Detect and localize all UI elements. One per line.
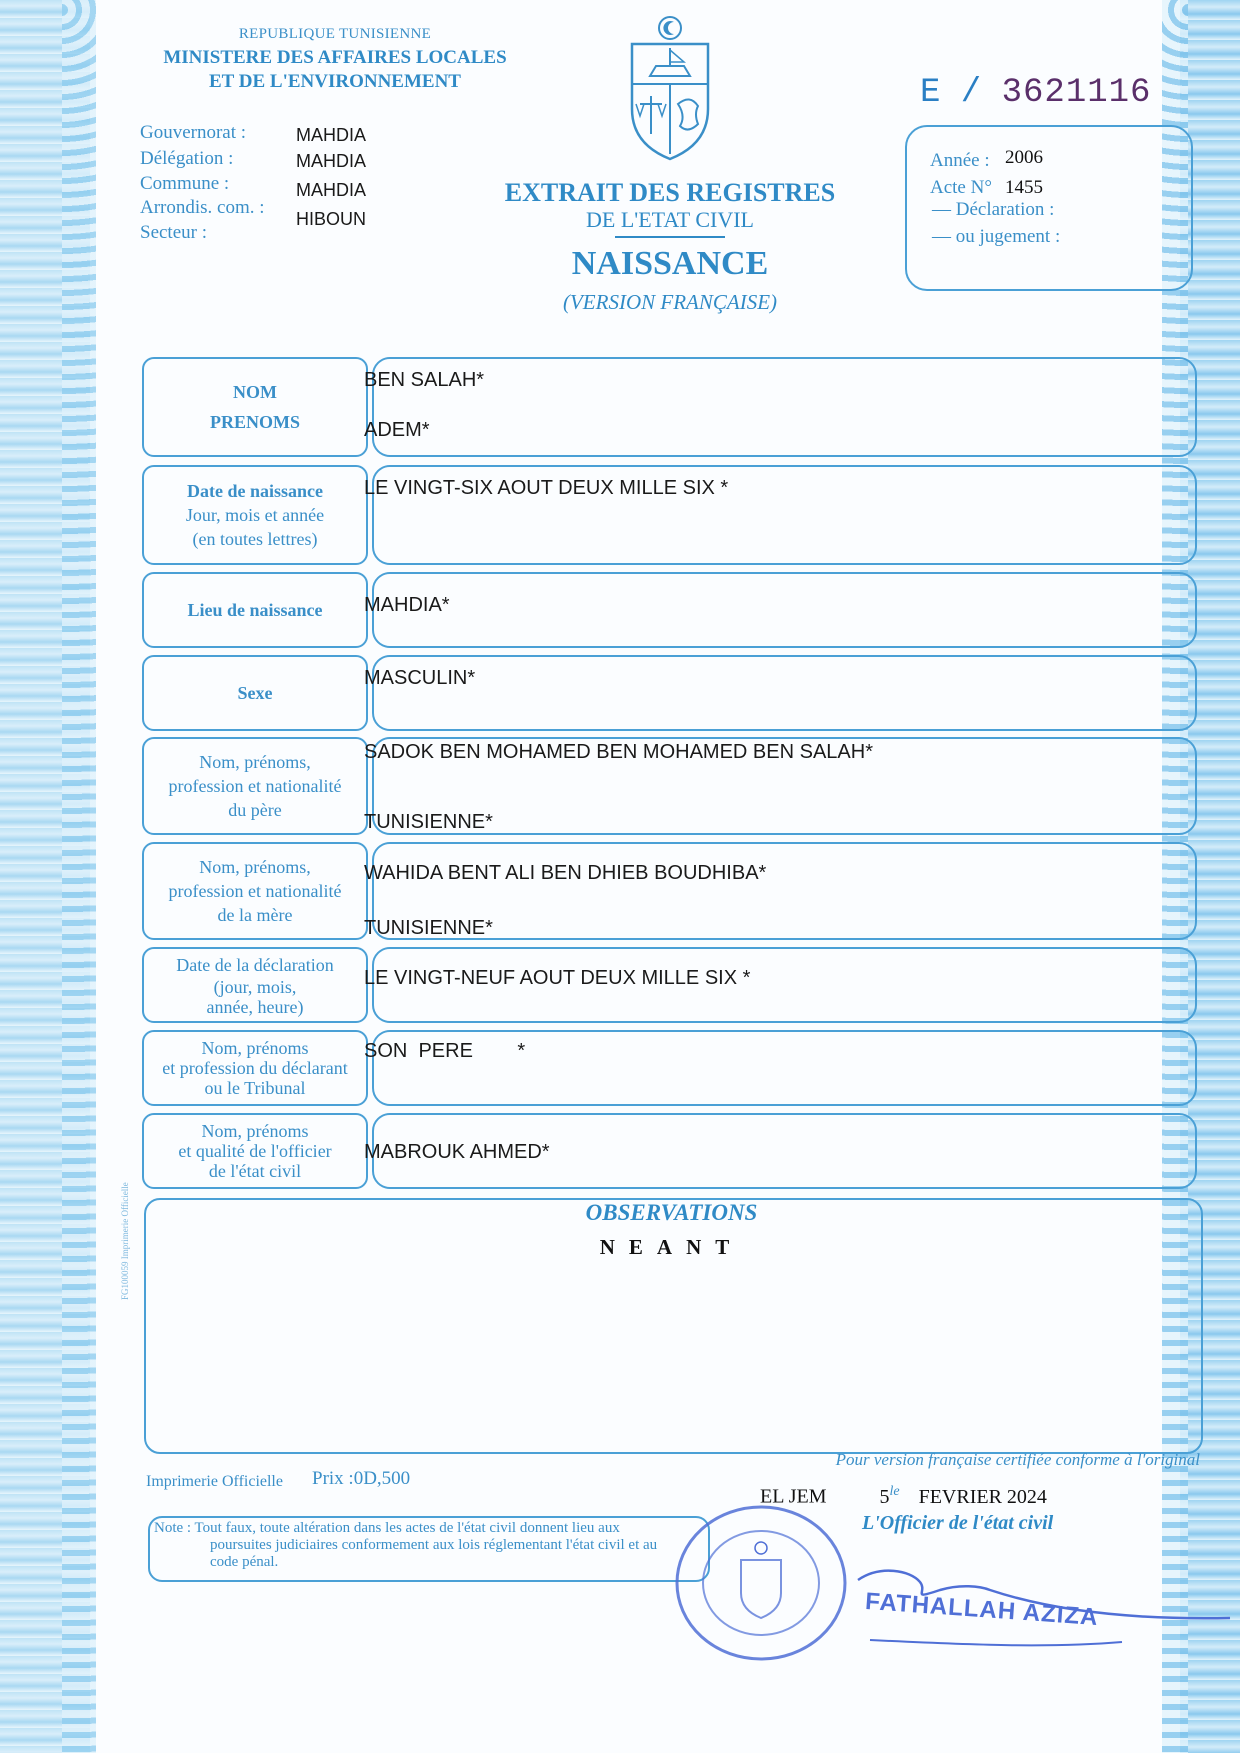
serial-value: 3621116 [1001,74,1152,112]
mother-name-value: WAHIDA BENT ALI BEN DHIEB BOUDHIBA* [364,862,767,884]
issue-place: EL JEM [760,1485,827,1508]
declaration-date-value: LE VINGT-NEUF AOUT DEUX MILLE SIX * [364,967,751,989]
act-number-label: Acte N° [930,177,992,198]
act-number-value: 1455 [1005,177,1043,198]
year-label: Année : [930,150,990,171]
sex-value-box [372,655,1197,731]
mother-label-line-3: de la mère [217,905,293,925]
official-stamp-icon [666,1498,856,1668]
row-name [142,357,1197,457]
surname-value: BEN SALAH* [364,369,485,391]
mother-label-line-2: profession et nationalité [168,881,342,901]
row-mother [142,842,1197,940]
birth-place-value: MAHDIA* [364,594,450,616]
declarant-label-line-2: et profession du déclarant [162,1058,348,1078]
row-declarant [142,1030,1197,1106]
governorate-value: MAHDIA [296,125,367,145]
observations-title: OBSERVATIONS [585,1200,758,1225]
legal-note-line-3: code pénal. [210,1554,279,1570]
first-names-label: PRENOMS [210,412,300,432]
father-name-value: SADOK BEN MOHAMED BEN MOHAMED BEN SALAH* [364,741,873,763]
mother-value-box [372,842,1197,940]
decorative-border-left-wave [62,0,96,1753]
declarant-label [142,1030,368,1106]
father-label-line-1: Nom, prénoms, [199,752,311,772]
officer-label-line-3: de l'état civil [208,1161,302,1181]
document-title-line-2: DE L'ETAT CIVIL [586,207,754,232]
issue-day: 5 [879,1485,890,1508]
officer-label-line-2: et qualité de l'officier [178,1141,332,1161]
declaration-date-label [142,947,368,1023]
first-names-value: ADEM* [364,419,430,441]
ministry-line-2: ET DE L'ENVIRONNEMENT [209,71,461,92]
governorate-label: Gouvernorat : [140,122,247,143]
legal-note [154,1520,706,1571]
officer-value: MABROUK AHMED* [364,1141,550,1163]
commune-label: Commune : [140,173,230,194]
row-birth-place [142,572,1197,648]
declaration-date-label-line-1: Date de la déclaration [176,955,334,975]
officer-label [142,1113,368,1189]
father-label-line-3: du père [228,800,282,820]
row-birth-date [142,465,1197,565]
birth-date-label-line-2: Jour, mois et année [185,505,325,525]
birth-date-label-line-3: (en toutes lettres) [192,529,318,549]
ministry-line-1: MINISTERE DES AFFAIRES LOCALES [163,47,507,68]
name-label [142,357,368,457]
birth-place-label-text: Lieu de naissance [187,600,323,620]
issue-day-suffix: le [889,1484,900,1499]
row-declaration-date [142,947,1197,1023]
declarant-value: SON PERE * [364,1040,526,1062]
price-label: Prix :0D,500 [312,1468,411,1489]
republic-label: REPUBLIQUE TUNISIENNE [238,26,432,42]
birth-place-label [142,572,368,648]
legal-note-line-1: Note : Tout faux, toute altération dans les actes de l'état civil donnent lieu aux [154,1520,620,1536]
judgment-label: — ou jugement : [932,226,1061,247]
commune-value: MAHDIA [296,180,367,200]
father-label-line-2: profession et nationalité [168,776,342,796]
delegation-label: Délégation : [140,148,234,169]
delegation-value: MAHDIA [296,151,367,171]
declarant-label-line-1: Nom, prénoms [201,1038,309,1058]
surname-label: NOM [233,382,277,402]
mother-label-line-1: Nom, prénoms, [199,857,311,877]
birth-place-value-box [372,572,1197,648]
title-underline [615,236,725,238]
declaration-label: — Déclaration : [932,199,1055,220]
ministry-name [140,46,530,94]
issue-month-year: FEVRIER 2024 [918,1485,1047,1508]
coat-of-arms-icon [620,14,720,164]
sex-label-text: Sexe [237,683,273,703]
mother-nationality-value: TUNISIENNE* [364,917,493,939]
declaration-date-label-line-2: (jour, mois, [213,977,297,997]
sex-label [142,655,368,731]
name-value-box [372,357,1197,457]
father-nationality-value: TUNISIENNE* [364,811,493,833]
officer-signature-stamp: FATHALLAH AZIZA [864,1587,1100,1632]
arrondissement-value: HIBOUN [296,209,367,229]
row-father [142,737,1197,835]
officer-label-line-1: Nom, prénoms [201,1121,309,1141]
birth-date-label [142,465,368,565]
declarant-label-line-3: ou le Tribunal [204,1078,306,1098]
father-label [142,737,368,835]
birth-date-value: LE VINGT-SIX AOUT DEUX MILLE SIX * [364,477,729,499]
birth-date-label-line-1: Date de naissance [187,481,323,501]
sector-label: Secteur : [140,222,208,243]
officer-title: L'Officier de l'état civil [862,1512,1054,1534]
sex-value: MASCULIN* [364,667,476,689]
certification-text: Pour version française certifiée conforme à l'original [835,1450,1200,1469]
arrondissement-label: Arrondis. com. : [140,197,265,218]
observations-value: NEANT [599,1235,744,1259]
declaration-date-label-line-3: année, heure) [206,997,304,1017]
serial-prefix: E / [920,74,982,112]
mother-label [142,842,368,940]
legal-note-line-2: poursuites judiciaires conformement aux lois réglementant l'état civil et au [210,1537,658,1553]
serial-number [920,74,1151,112]
row-officer [142,1113,1197,1189]
form-code: FG100059 Imprimerie Officielle [120,1182,130,1300]
document-version: (VERSION FRANÇAISE) [562,290,778,314]
document-title-line-1: EXTRAIT DES REGISTRES [504,178,836,207]
printer-label: Imprimerie Officielle [146,1473,283,1490]
document-type: NAISSANCE [571,245,769,282]
year-value: 2006 [1005,147,1043,168]
row-sex [142,655,1197,731]
